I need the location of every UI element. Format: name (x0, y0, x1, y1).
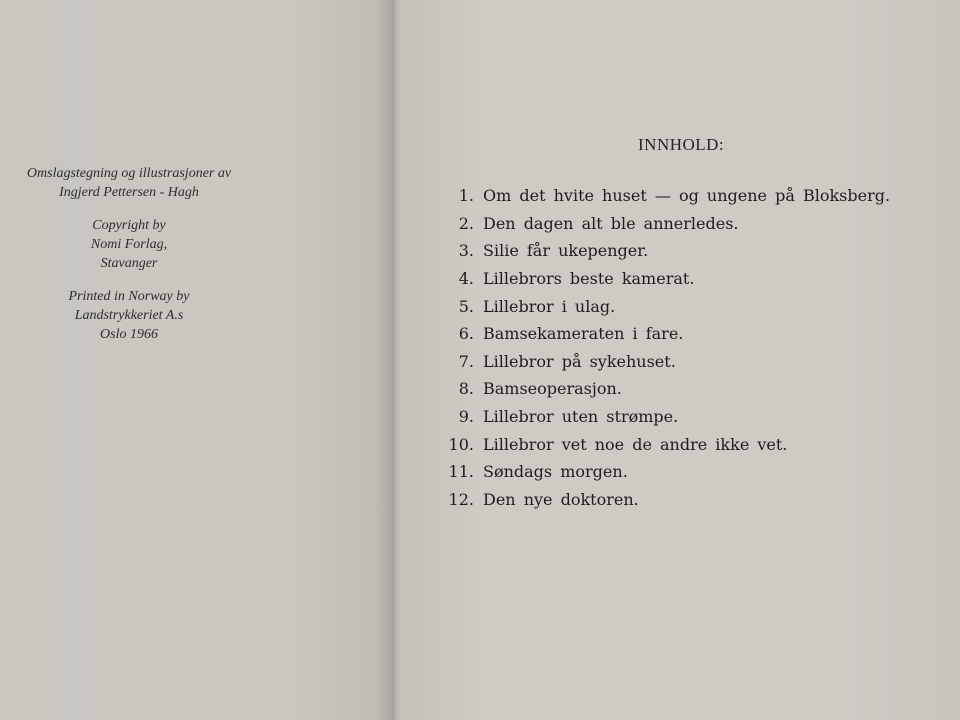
printer-line: Printed in Norway by (68, 289, 190, 304)
toc-entry (440, 320, 890, 348)
chapter-title: Bamseoperasjon. (483, 379, 622, 399)
chapter-title: Lillebror i ulag. (483, 296, 616, 316)
book-gutter (392, 0, 400, 720)
toc-entry (440, 182, 890, 210)
chapter-number: 8. (458, 379, 474, 399)
chapter-title: Om det hvite huset — og ungene på Bloksberg. (483, 186, 891, 206)
printer-line: Oslo 1966 (100, 327, 158, 342)
table-of-contents (440, 182, 890, 513)
chapter-number: 11. (448, 462, 474, 482)
chapter-title: Silie får ukepenger. (483, 241, 649, 261)
toc-entry (440, 430, 890, 458)
chapter-title: Lillebrors beste kamerat. (483, 269, 695, 289)
toc-entry (440, 292, 890, 320)
toc-entry (440, 458, 890, 486)
chapter-title: Søndags morgen. (483, 462, 628, 482)
toc-entry (440, 265, 890, 293)
chapter-number: 2. (458, 213, 474, 233)
credit-line: Omslagstegning og illustrasjoner av (26, 166, 232, 181)
toc-entry (440, 210, 890, 238)
chapter-number: 3. (458, 241, 474, 261)
toc-entry (440, 486, 890, 514)
chapter-title: Den nye doktoren. (483, 489, 639, 509)
chapter-title: Den dagen alt ble annerledes. (483, 213, 739, 233)
printer-info (0, 287, 258, 344)
chapter-number: 12. (448, 489, 474, 509)
chapter-number: 5. (458, 296, 474, 316)
toc-entry (440, 348, 890, 376)
printer-line: Landstrykkeriet A.s (74, 308, 184, 323)
toc-entry (440, 403, 890, 431)
illustration-credits (0, 164, 258, 202)
chapter-number: 10. (448, 434, 474, 454)
left-page (0, 0, 394, 720)
chapter-number: 1. (458, 186, 474, 206)
credit-line: Ingjerd Pettersen - Hagh (59, 185, 199, 200)
copyright-line: Nomi Forlag, (90, 237, 168, 252)
colophon (0, 164, 258, 358)
chapter-title: Lillebror uten strømpe. (483, 407, 679, 427)
toc-entry (440, 375, 890, 403)
toc-title: INNHOLD: (638, 135, 725, 154)
chapter-title: Bamsekameraten i fare. (483, 324, 684, 344)
chapter-number: 7. (458, 351, 474, 371)
chapter-title: Lillebror på sykehuset. (483, 351, 676, 371)
chapter-number: 4. (458, 269, 474, 289)
copyright-line: Copyright by (92, 218, 166, 233)
toc-entry (440, 237, 890, 265)
chapter-number: 6. (458, 324, 474, 344)
copyright-notice (0, 216, 258, 273)
chapter-number: 9. (458, 407, 474, 427)
chapter-title: Lillebror vet noe de andre ikke vet. (483, 434, 788, 454)
copyright-line: Stavanger (100, 256, 158, 271)
